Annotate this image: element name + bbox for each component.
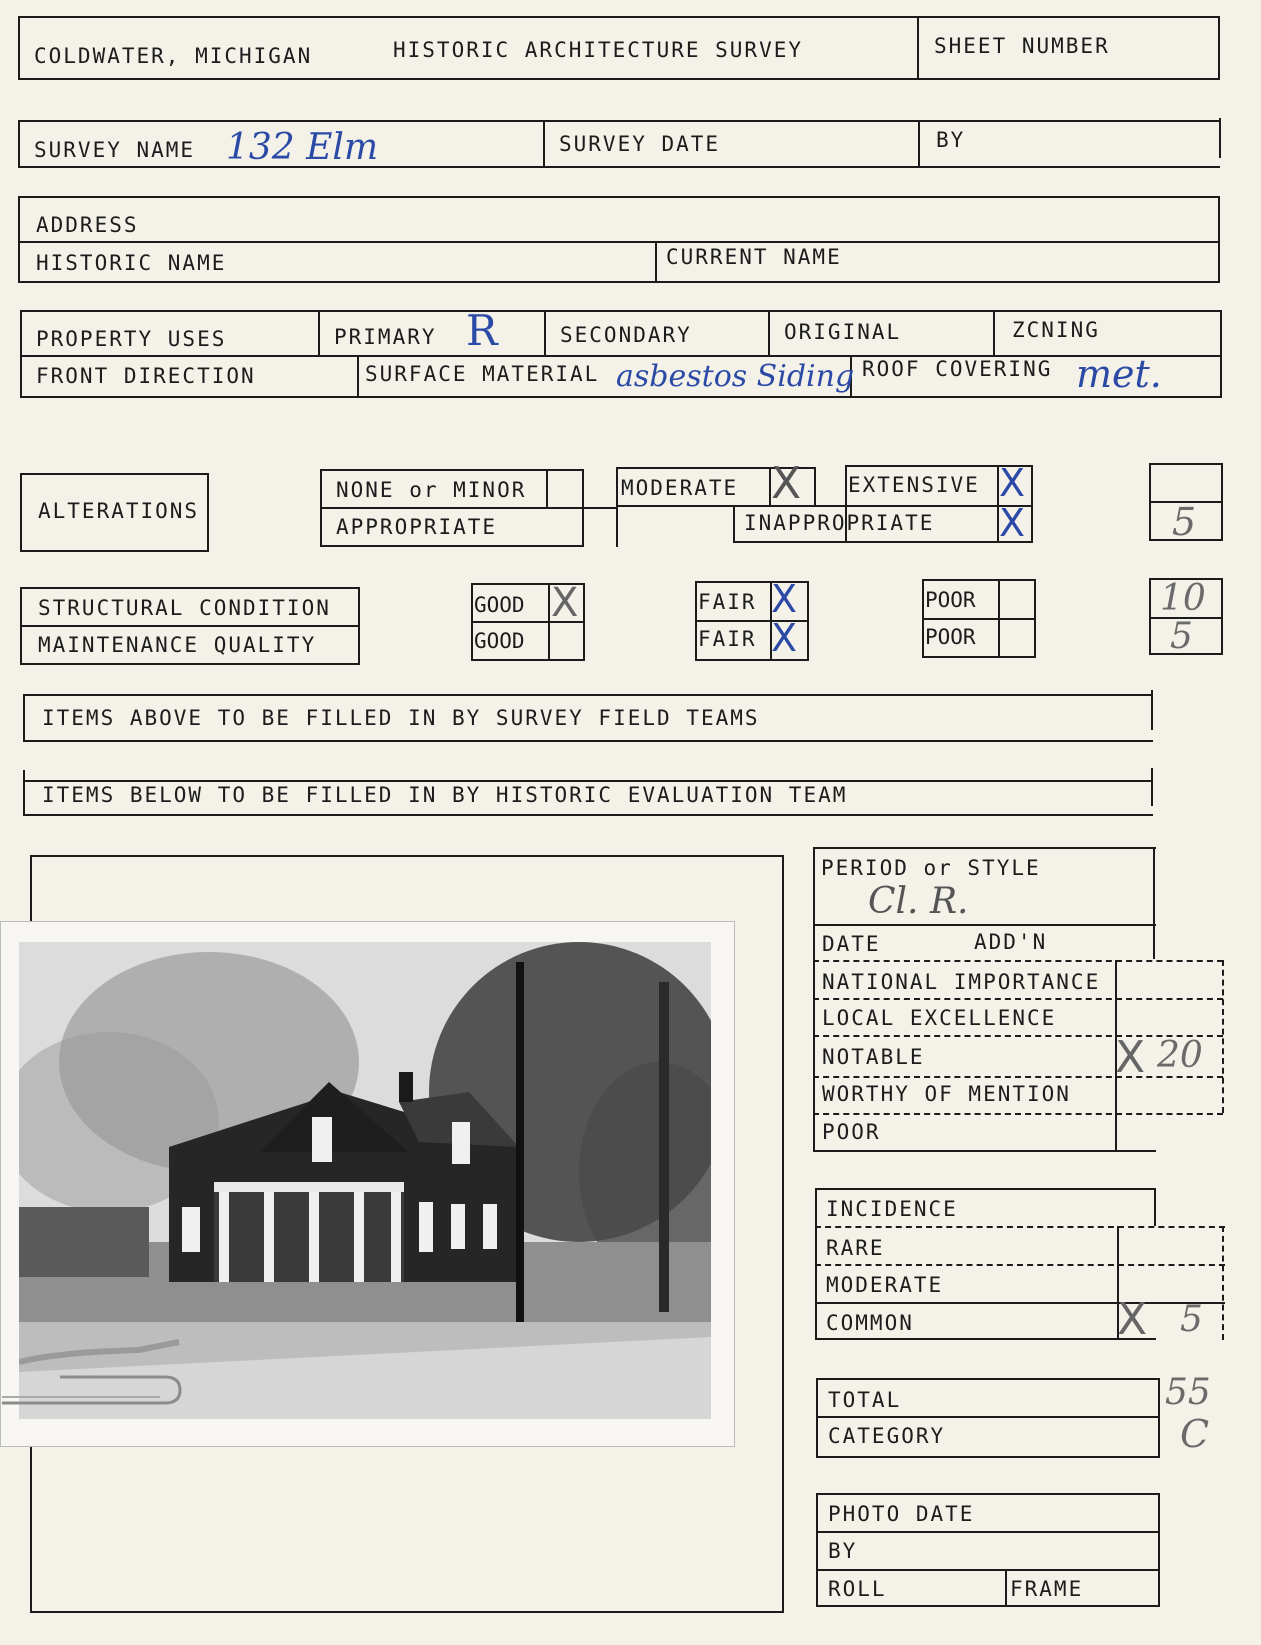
inc-moderate-label: MODERATE xyxy=(826,1273,944,1297)
property-div-5 xyxy=(357,355,359,398)
alt-appropriate-label: APPROPRIATE xyxy=(336,515,498,539)
condition-label-divider xyxy=(20,625,360,627)
address-col-divider xyxy=(655,241,657,283)
roll-label: ROLL xyxy=(828,1577,887,1601)
alt-extensive-mark: X xyxy=(999,461,1026,505)
incidence-right xyxy=(1154,1188,1156,1226)
survey-by-label: BY xyxy=(936,128,966,152)
good-check-divider xyxy=(548,583,550,661)
structural-fair-mark: X xyxy=(771,577,798,621)
common-mark: X xyxy=(1117,1294,1148,1345)
notable-label: NOTABLE xyxy=(822,1045,925,1069)
address-label: ADDRESS xyxy=(36,213,139,237)
alt-inappropriate-label: INAPPROPRIATE xyxy=(744,511,935,535)
structural-fair-label: FAIR xyxy=(698,590,757,614)
header-title: HISTORIC ARCHITECTURE SURVEY xyxy=(393,38,804,62)
alt-moderate-label: MODERATE xyxy=(621,476,739,500)
surface-material-value: asbestos Siding xyxy=(616,359,855,394)
paperclip-icon xyxy=(0,1345,200,1415)
eval-row-5 xyxy=(813,1076,1223,1078)
below-note-right xyxy=(1151,768,1153,806)
poor-check-divider xyxy=(998,579,1000,658)
alt-inappropriate-mark: X xyxy=(999,501,1026,545)
property-div-3 xyxy=(768,310,770,355)
common-score: 5 xyxy=(1180,1299,1203,1340)
survey-name-value: 132 Elm xyxy=(226,127,379,168)
common-label: COMMON xyxy=(826,1311,914,1335)
eval-score-col xyxy=(1222,960,1224,1113)
secondary-label: SECONDARY xyxy=(560,323,692,347)
header-city: COLDWATER, MICHIGAN xyxy=(34,44,313,68)
rare-label: RARE xyxy=(826,1236,885,1260)
maintenance-poor-label: POOR xyxy=(925,625,976,649)
alt-appropriate-right xyxy=(616,507,618,547)
above-note-text: ITEMS ABOVE TO BE FILLED IN BY SURVEY FIELD TEAMS xyxy=(42,706,760,730)
alt-none-minor-label: NONE or MINOR xyxy=(336,478,527,502)
photo-info-row-1 xyxy=(816,1531,1160,1533)
survey-right-edge xyxy=(1219,118,1221,158)
worthy-label: WORTHY OF MENTION xyxy=(822,1082,1071,1106)
below-note-text: ITEMS BELOW TO BE FILLED IN BY HISTORIC EVALUATION TEAM xyxy=(42,783,848,807)
current-name-label: CURRENT NAME xyxy=(666,245,842,269)
roof-covering-value: met. xyxy=(1076,352,1162,396)
maintenance-fair-label: FAIR xyxy=(698,627,757,651)
historic-name-label: HISTORIC NAME xyxy=(36,251,227,275)
total-value: 55 xyxy=(1165,1372,1211,1413)
evaluation-right xyxy=(1153,847,1155,959)
alt-none-divider xyxy=(320,507,616,509)
property-uses-label: PROPERTY USES xyxy=(36,327,227,351)
structural-condition-label: STRUCTURAL CONDITION xyxy=(38,596,331,620)
notable-score: 20 xyxy=(1157,1035,1203,1076)
total-score-col xyxy=(1158,1378,1160,1458)
incidence-label: INCIDENCE xyxy=(826,1197,958,1221)
eval-row-1 xyxy=(813,924,1156,926)
structural-good-label: GOOD xyxy=(474,593,525,617)
inc-row-1 xyxy=(815,1226,1225,1228)
primary-value: R xyxy=(466,306,498,355)
header-divider xyxy=(917,16,919,80)
photo-info-col xyxy=(1005,1569,1007,1607)
property-div-4 xyxy=(993,310,995,355)
structural-score-value: 10 xyxy=(1160,578,1206,619)
period-label: PERIOD or STYLE xyxy=(821,856,1041,880)
survey-divider-1 xyxy=(543,120,545,168)
eval-row-2 xyxy=(813,960,1223,962)
national-importance-label: NATIONAL IMPORTANCE xyxy=(822,970,1101,994)
inc-row-3 xyxy=(815,1302,1225,1304)
zoning-label: ZCNING xyxy=(1012,318,1100,342)
total-divider xyxy=(816,1416,1160,1418)
original-label: ORIGINAL xyxy=(784,320,902,344)
alt-score-value: 5 xyxy=(1172,500,1197,544)
frame-label: FRAME xyxy=(1010,1577,1084,1601)
photo-date-label: PHOTO DATE xyxy=(828,1502,975,1526)
above-note-right xyxy=(1151,690,1153,730)
survey-divider-2 xyxy=(918,120,920,168)
category-label: CATEGORY xyxy=(828,1424,946,1448)
roof-covering-label: ROOF COVERING xyxy=(862,357,1053,381)
maintenance-score-value: 5 xyxy=(1170,616,1193,657)
photo-by-label: BY xyxy=(828,1539,858,1563)
property-div-2 xyxy=(544,310,546,355)
property-div-1 xyxy=(318,310,320,355)
front-direction-label: FRONT DIRECTION xyxy=(36,364,256,388)
local-excellence-label: LOCAL EXCELLENCE xyxy=(822,1006,1057,1030)
photo-info-row-2 xyxy=(816,1569,1160,1571)
eval-row-3 xyxy=(813,998,1223,1000)
maintenance-quality-label: MAINTENANCE QUALITY xyxy=(38,633,317,657)
maintenance-fair-mark: X xyxy=(771,616,798,660)
alt-moderate-mark: X xyxy=(771,458,802,509)
alt-extensive-label: EXTENSIVE xyxy=(848,473,980,497)
survey-name-label: SURVEY NAME xyxy=(34,138,196,162)
below-note-top xyxy=(23,780,1153,782)
address-row-divider xyxy=(18,241,1220,243)
alt-none-check-divider xyxy=(546,469,548,507)
alterations-label: ALTERATIONS xyxy=(38,499,200,523)
survey-date-label: SURVEY DATE xyxy=(559,132,721,156)
structural-good-mark: X xyxy=(551,580,579,626)
sheet-number-label: SHEET NUMBER xyxy=(934,34,1110,58)
inc-row-2 xyxy=(815,1264,1225,1266)
surface-material-label: SURFACE MATERIAL xyxy=(365,362,600,386)
notable-mark: X xyxy=(1115,1032,1146,1083)
primary-label: PRIMARY xyxy=(334,325,437,349)
inc-score-col xyxy=(1222,1226,1224,1340)
eval-poor-label: POOR xyxy=(822,1120,881,1144)
structural-poor-label: POOR xyxy=(925,588,976,612)
period-value: Cl. R. xyxy=(868,881,969,922)
category-value: C xyxy=(1180,1412,1210,1456)
total-label: TOTAL xyxy=(828,1388,902,1412)
poor-divider xyxy=(922,618,1036,620)
eval-row-6 xyxy=(813,1113,1223,1115)
addn-label: ADD'N xyxy=(974,930,1048,954)
maintenance-good-label: GOOD xyxy=(474,629,525,653)
date-label: DATE xyxy=(822,932,881,956)
